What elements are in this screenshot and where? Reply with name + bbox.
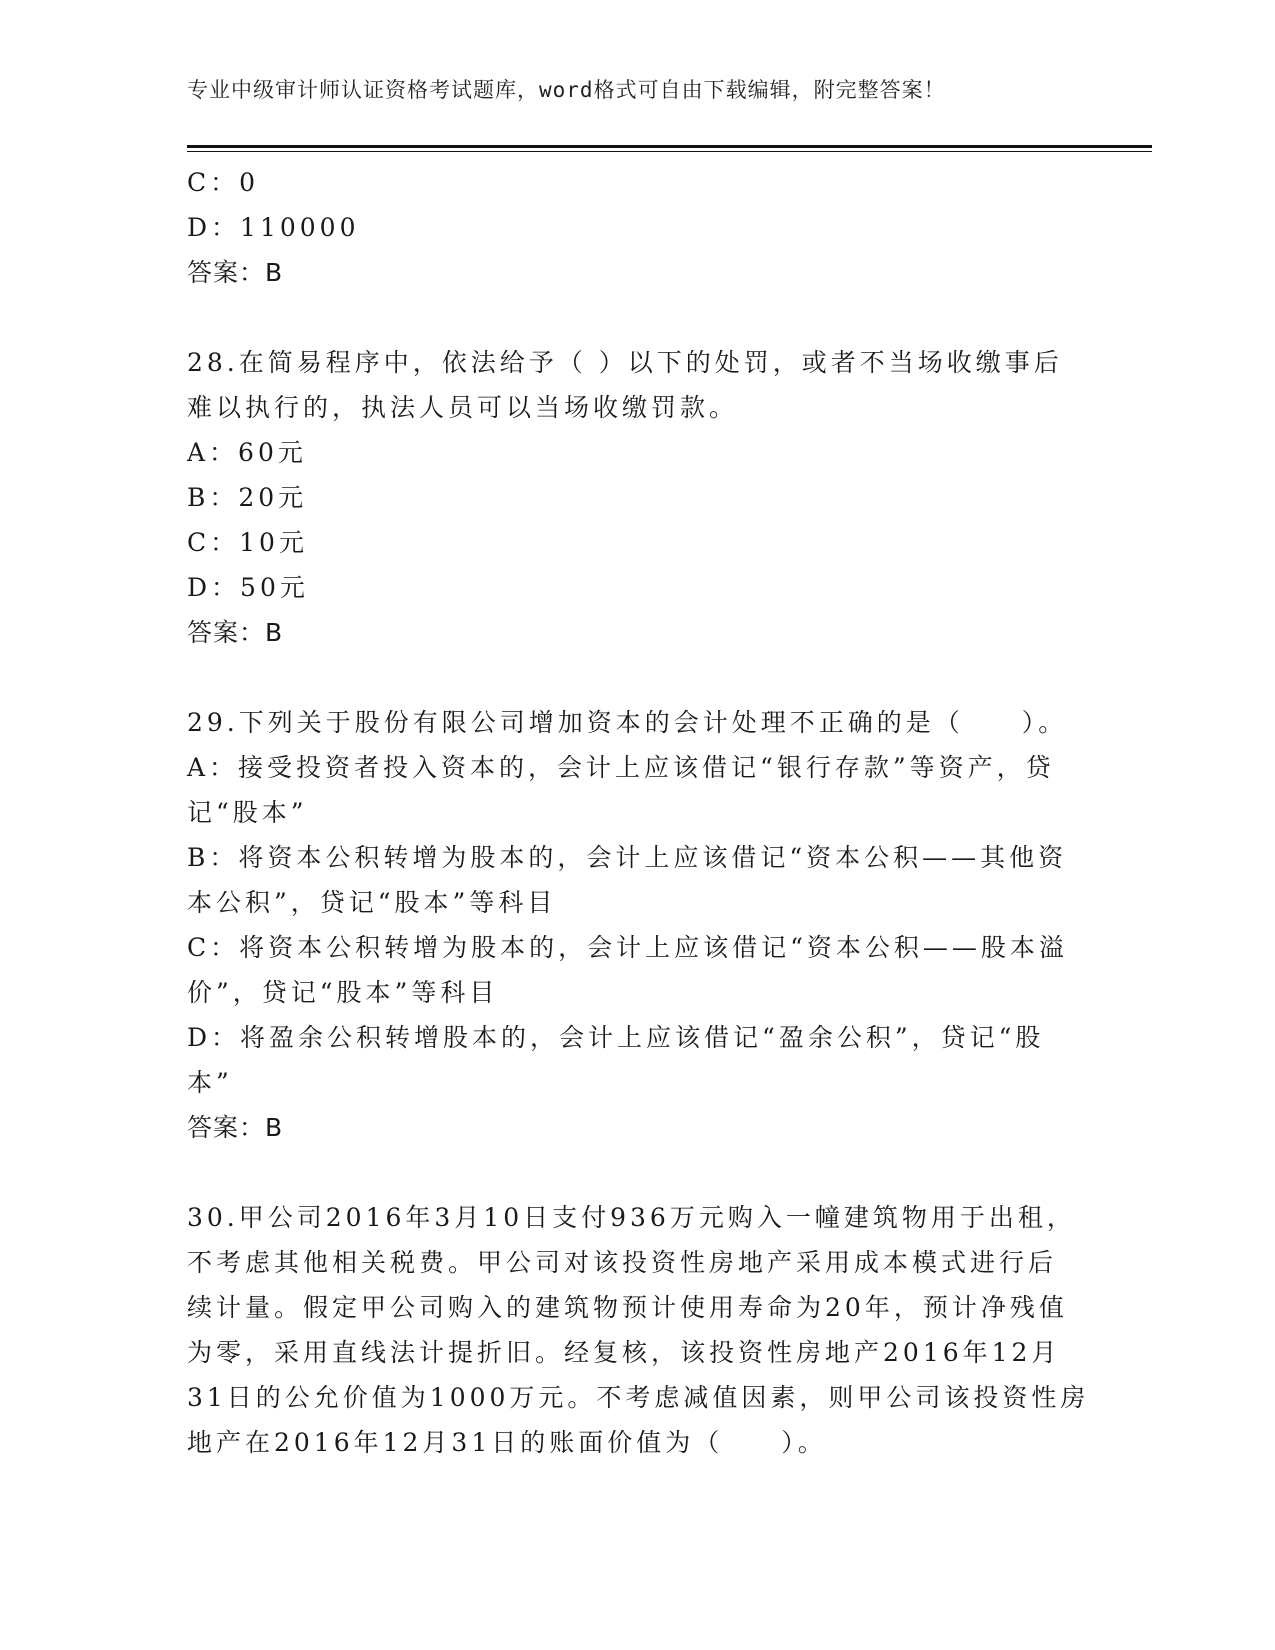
option-line: B：20元 xyxy=(187,483,308,512)
option-line: 记“股本” xyxy=(187,798,308,827)
page-header: 专业中级审计师认证资格考试题库，word格式可自由下载编辑，附完整答案！ xyxy=(187,78,946,102)
option-line: 价”，贷记“股本”等科目 xyxy=(187,978,499,1007)
question-stem: 续计量。假定甲公司购入的建筑物预计使用寿命为20年，预计净残值 xyxy=(187,1293,1068,1322)
answer-line: 答案：B xyxy=(187,258,284,287)
header-rule-thick xyxy=(187,145,1152,148)
option-line: 本公积”，贷记“股本”等科目 xyxy=(187,888,557,917)
option-line: 本” xyxy=(187,1068,233,1097)
question-stem: 不考虑其他相关税费。甲公司对该投资性房地产采用成本模式进行后 xyxy=(187,1248,1058,1277)
question-stem: 地产在2016年12月31日的账面价值为（ ）。 xyxy=(187,1428,827,1457)
option-line: C：将资本公积转增为股本的，会计上应该借记“资本公积——股本溢 xyxy=(187,933,1068,962)
option-line: A：60元 xyxy=(187,438,307,467)
option-line: D：50元 xyxy=(187,573,309,602)
option-line: A：接受投资者投入资本的，会计上应该借记“银行存款”等资产，贷 xyxy=(187,753,1055,782)
question-stem: 难以执行的，执法人员可以当场收缴罚款。 xyxy=(187,393,739,422)
option-line: C：0 xyxy=(187,168,260,197)
question-stem: 30.甲公司2016年3月10日支付936万元购入一幢建筑物用于出租， xyxy=(187,1203,1076,1232)
option-line: C：10元 xyxy=(187,528,308,557)
question-stem: 为零，采用直线法计提折旧。经复核，该投资性房地产2016年12月 xyxy=(187,1338,1061,1367)
header-rule-thin xyxy=(187,151,1152,152)
answer-line: 答案：B xyxy=(187,618,284,647)
option-line: B：将资本公积转增为股本的，会计上应该借记“资本公积——其他资 xyxy=(187,843,1068,872)
question-stem: 31日的公允价值为1000万元。不考虑减值因素，则甲公司该投资性房 xyxy=(187,1383,1090,1412)
question-content xyxy=(187,160,1090,1465)
option-line: D：110000 xyxy=(187,213,360,242)
option-line: D：将盈余公积转增股本的，会计上应该借记“盈余公积”，贷记“股 xyxy=(187,1023,1045,1052)
answer-line: 答案：B xyxy=(187,1113,284,1142)
question-stem: 29.下列关于股份有限公司增加资本的会计处理不正确的是（ ）。 xyxy=(187,708,1068,737)
question-stem: 28.在简易程序中，依法给予（ ）以下的处罚，或者不当场收缴事后 xyxy=(187,348,1063,377)
